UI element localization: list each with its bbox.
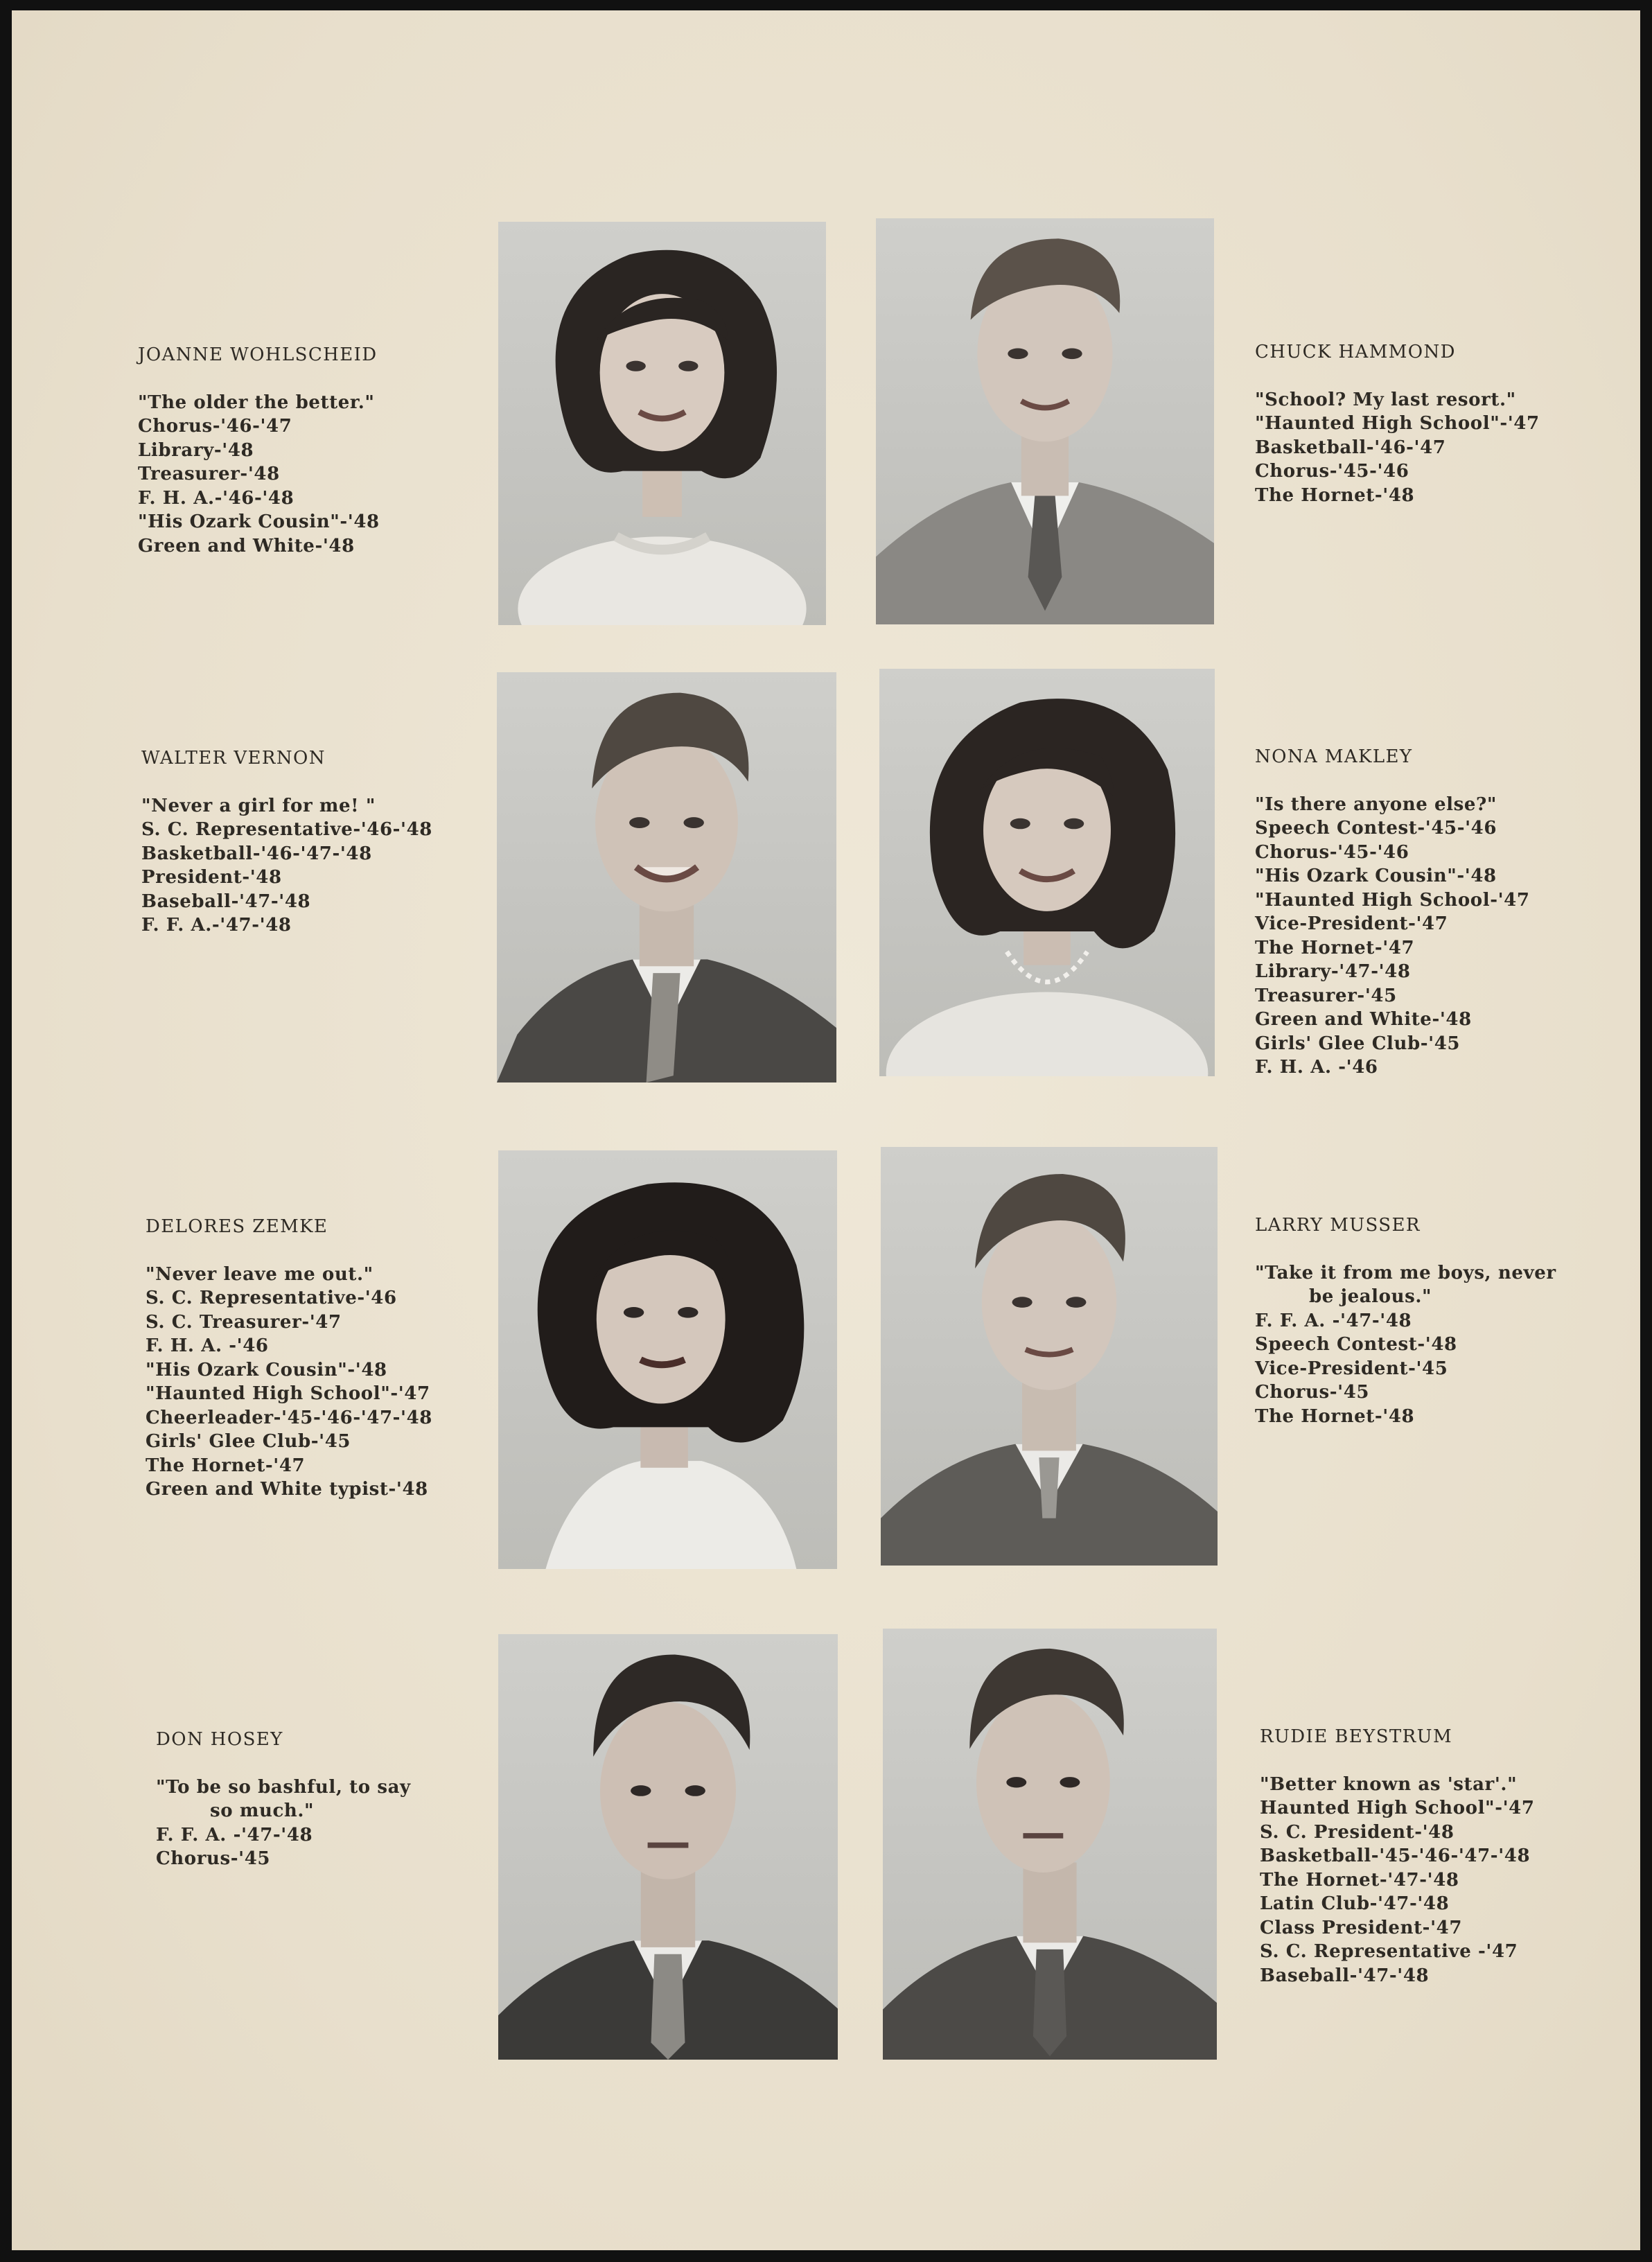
bio-line: "Never a girl for me! " [141,795,376,816]
bio-line: Treasurer-'48 [138,464,280,484]
bio-line: S. C. Representative -'47 [1260,1941,1518,1962]
bio-larry-musser [1255,1213,1556,1428]
bio-line: Library-'48 [138,439,254,461]
bio-line: Green and White-'48 [1255,1009,1472,1030]
bio-don-hosey [156,1728,411,1871]
bio-nona-makley [1255,745,1530,1080]
bio-line: "His Ozark Cousin"-'48 [146,1359,387,1380]
bio-line: Baseball-'47-'48 [1260,1965,1430,1986]
portrait-photo-joanne-wohlscheid [498,222,826,625]
bio-line: Chorus-'45 [156,1848,271,1869]
bio-line: Speech Contest-'48 [1255,1334,1457,1355]
student-name: DELORES ZEMKE [146,1216,328,1237]
bio-line: Latin Club-'47-'48 [1260,1893,1450,1914]
bio-line: "The older the better." [138,392,375,413]
bio-chuck-hammond [1255,340,1540,507]
bio-line: Green and White-'48 [138,535,355,556]
bio-line: Vice-President-'47 [1255,913,1448,934]
portrait-photo-rudie-beystrum [883,1629,1217,2060]
bio-line: Cheerleader-'45-'46-'47-'48 [146,1407,432,1428]
student-name: NONA MAKLEY [1255,746,1413,767]
bio-line: F. H. A.-'46-'48 [138,487,295,509]
bio-walter-vernon [141,746,432,938]
portrait-photo-walter-vernon [497,672,836,1082]
bio-line: The Hornet-'47 [146,1455,306,1476]
bio-delores-zemke [146,1215,432,1502]
bio-line: Library-'47-'48 [1255,961,1411,982]
bio-line: S. C. Representative-'46 [146,1288,397,1308]
bio-line: S. C. Treasurer-'47 [146,1311,342,1333]
portrait-photo-nona-makley [879,669,1215,1076]
bio-line: "School? My last resort." [1255,389,1516,410]
student-name: CHUCK HAMMOND [1255,342,1456,362]
bio-line: "To be so bashful, to say [156,1776,411,1798]
bio-line: "Take it from me boys, never [1255,1262,1556,1283]
bio-line: Vice-President-'45 [1255,1358,1448,1379]
bio-line: "Better known as 'star'." [1260,1773,1518,1795]
bio-line: Haunted High School"-'47 [1260,1798,1535,1818]
bio-line: Basketball-'46-'47 [1255,437,1446,458]
bio-line: Chorus-'45 [1255,1382,1370,1403]
bio-line: Speech Contest-'45-'46 [1255,818,1497,839]
bio-line: Basketball-'45-'46-'47-'48 [1260,1845,1531,1866]
bio-line: President-'48 [141,867,282,888]
portrait-photo-delores-zemke [498,1150,837,1569]
bio-line: "Never leave me out." [146,1263,374,1285]
bio-joanne-wohlscheid [138,343,380,558]
student-name: DON HOSEY [156,1729,283,1750]
bio-line: F. F. A.-'47-'48 [141,915,292,936]
bio-line: Chorus-'45-'46 [1255,841,1409,863]
bio-line: The Hornet-'48 [1255,484,1415,506]
bio-line: Class President-'47 [1260,1917,1463,1938]
bio-line: F. F. A. -'47-'48 [156,1824,313,1845]
bio-line: F. F. A. -'47-'48 [1255,1310,1412,1331]
bio-line: The Hornet-'47-'48 [1260,1869,1459,1891]
bio-line: The Hornet-'47 [1255,937,1415,958]
bio-line: "His Ozark Cousin"-'48 [1255,866,1497,886]
bio-line: "Haunted High School-'47 [1255,889,1530,911]
bio-line: F. H. A. -'46 [146,1335,269,1356]
student-name: LARRY MUSSER [1255,1215,1421,1236]
bio-line: Chorus-'46-'47 [138,416,292,437]
bio-line: Girls' Glee Club-'45 [1255,1033,1461,1054]
bio-line: "Haunted High School"-'47 [146,1383,430,1404]
bio-rudie-beystrum [1260,1725,1535,1988]
bio-line: "Is there anyone else?" [1255,794,1497,815]
portrait-photo-larry-musser [881,1147,1218,1566]
bio-line: Treasurer-'45 [1255,985,1397,1006]
bio-line: "Haunted High School"-'47 [1255,413,1540,434]
bio-line: S. C. Representative-'46-'48 [141,819,433,840]
bio-line: so much." [210,1800,315,1821]
bio-line: Basketball-'46-'47-'48 [141,843,372,864]
yearbook-page [12,10,1640,2250]
bio-line: The Hornet-'48 [1255,1405,1415,1427]
bio-line: be jealous." [1309,1286,1432,1307]
bio-line: Chorus-'45-'46 [1255,461,1409,482]
student-name: JOANNE WOHLSCHEID [138,344,378,365]
portrait-photo-chuck-hammond [876,218,1214,624]
student-name: RUDIE BEYSTRUM [1260,1726,1452,1747]
bio-line: Baseball-'47-'48 [141,891,311,912]
student-name: WALTER VERNON [141,748,326,769]
bio-line: Green and White typist-'48 [146,1479,428,1500]
bio-line: S. C. President-'48 [1260,1821,1455,1843]
portrait-photo-don-hosey [498,1634,838,2060]
bio-line: F. H. A. -'46 [1255,1057,1378,1078]
bio-line: Girls' Glee Club-'45 [146,1431,351,1452]
bio-line: "His Ozark Cousin"-'48 [138,511,380,532]
